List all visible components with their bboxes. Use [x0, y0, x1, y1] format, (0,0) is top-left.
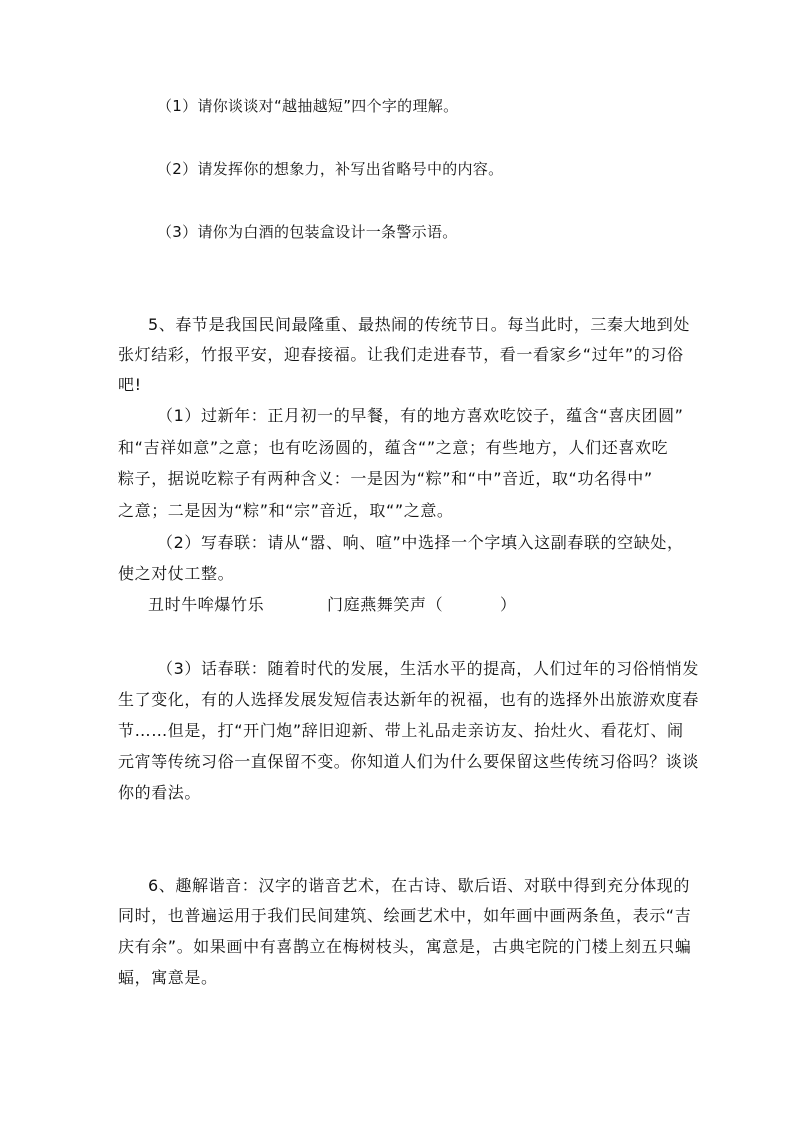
- question-5-2-line-2: 使之对仗工整。: [118, 564, 235, 583]
- question-5-3-line-5: 你的看法。: [118, 783, 202, 802]
- question-5-1-line-4: 之意；二是因为“粽”和“宗”音近，取“”之意。: [118, 501, 454, 520]
- section-6-line-1: 6、趣解谐音：汉字的谐音艺术，在古诗、歇后语、对联中得到充分体现的: [148, 876, 690, 895]
- section-6-line-4: 蝠，寓意是。: [118, 968, 218, 987]
- question-4-3: （3）请你为白酒的包装盒设计一条警示语。: [157, 223, 458, 241]
- question-5-3-line-4: 元宵等传统习俗一直保留不变。你知道人们为什么要保留这些传统习俗吗？谈谈: [118, 752, 700, 771]
- question-5-2-line-1: （2）写春联：请从“嚣、响、喧”中选择一个字填入这副春联的空缺处，: [157, 533, 684, 552]
- question-5-3-line-3: 节……但是，打“开门炮”辞旧迎新、带上礼品走亲访友、抬灶火、看花灯、闹: [118, 721, 684, 740]
- question-5-3-line-1: （3）话春联：随着时代的发展，生活水平的提高，人们过年的习俗悄悄发: [157, 659, 699, 678]
- question-4-1: （1）请你谈谈对“越抽越短”四个字的理解。: [157, 97, 459, 115]
- question-5-1-line-3: 粽子，据说吃粽子有两种含义：一是因为“粽”和“中”音近，取“功名得中”: [118, 469, 653, 488]
- section-5-intro-line-1: 5、春节是我国民间最隆重、最热闹的传统节日。每当此时，三秦大地到处: [148, 315, 690, 334]
- couplet-left: 丑时牛哞爆竹乐: [148, 595, 265, 614]
- section-5-intro-line-3: 吧!: [118, 375, 142, 394]
- question-5-3-line-2: 生了变化，有的人选择发展发短信表达新年的祝福，也有的选择外出旅游欢度春: [118, 690, 700, 709]
- question-4-2: （2）请发挥你的想象力，补写出省略号中的内容。: [157, 160, 504, 178]
- question-5-1-line-1: （1）过新年：正月初一的早餐，有的地方喜欢吃饺子，蕴含“喜庆团圆”: [157, 406, 684, 425]
- couplet-right: 门庭燕舞笑声（ ）: [327, 595, 517, 614]
- section-5-intro-line-2: 张灯结彩，竹报平安，迎春接福。让我们走进春节，看一看家乡“过年”的习俗: [118, 345, 684, 364]
- question-5-1-line-2: 和“吉祥如意”之意；也有吃汤圆的，蕴含“”之意；有些地方，人们还喜欢吃: [118, 438, 669, 457]
- section-6-line-2: 同时，也普遍运用于我们民间建筑、绘画艺术中，如年画中画两条鱼，表示“吉: [118, 906, 692, 925]
- section-6-line-3: 庆有余”。如果画中有喜鹊立在梅树枝头，寓意是，古典宅院的门楼上刻五只蝙: [118, 937, 692, 956]
